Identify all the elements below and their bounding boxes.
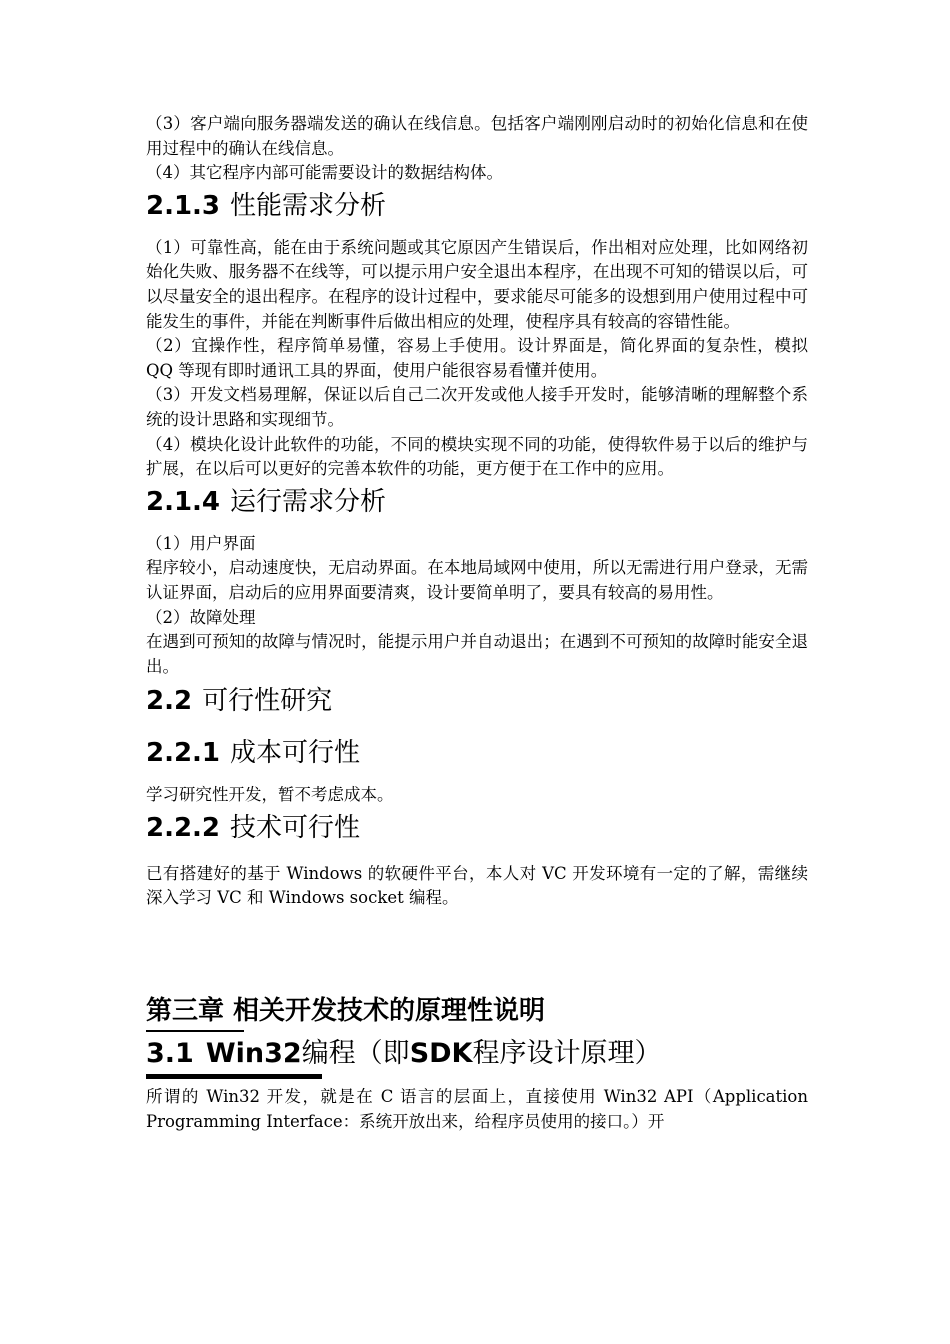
paragraph: （2）宜操作性，程序简单易懂，容易上手使用。设计界面是，简化界面的复杂性，模拟 QQ 等现有即时通讯工具的界面，使用户能很容易看懂并使用。 (146, 336, 808, 380)
section-heading-2-1-4 (146, 482, 808, 522)
paragraph: 在遇到可预知的故障与情况时，能提示用户并自动退出；在遇到不可预知的故障时能安全退出。 (146, 632, 808, 676)
paragraph: （1）用户界面 (146, 533, 256, 553)
paragraph: （3）开发文档易理解，保证以后自己二次开发或他人接手开发时，能够清晰的理解整个系统的设计思路和实现细节。 (146, 385, 808, 429)
section-heading-3-1 (146, 1034, 808, 1074)
section-number: 2.2.1 (146, 738, 221, 769)
paragraph: 学习研究性开发，暂不考虑成本。 (146, 785, 394, 805)
section-title: 成本可行性 (230, 738, 361, 769)
section-number: 2.2 (146, 686, 193, 717)
paragraph: （2）故障处理 (146, 607, 256, 627)
section-title-part: 程序设计原理） (472, 1038, 662, 1070)
section-number: 3.1 (146, 1038, 194, 1070)
paragraph: （3）客户端向服务器端发送的确认在线信息。包括客户端刚刚启动时的初始化信息和在使用过程中的确认在线信息。 (146, 114, 808, 158)
section-title: 技术可行性 (230, 812, 361, 843)
section-underline (146, 1074, 322, 1079)
section-heading-2-2-2 (146, 808, 808, 848)
paragraph: （1）可靠性高，能在由于系统问题或其它原因产生错误后，作出相对应处理，比如网络初始化失败、服务器不在线等，可以提示用户安全退出本程序，在出现不可知的错误以后，可以尽量安全的退出程序。在程序的设计过程中，要求能尽可能多的设想到用户使用过程中可能发生的事件，并能在判断事件后做出相应的处理，使程序具有较高的容错性能。 (146, 237, 808, 331)
section-term-win32: Win32 (205, 1038, 302, 1070)
paragraph: 程序较小，启动速度快，无启动界面。在本地局域网中使用，所以无需进行用户登录，无需认证界面，启动后的应用界面要清爽，设计要简单明了，要具有较高的易用性。 (146, 558, 808, 602)
section-number: 2.2.2 (146, 812, 221, 843)
chapter-underline (146, 1030, 244, 1032)
section-number: 2.1.3 (146, 190, 221, 221)
paragraph: 所谓的 Win32 开发，就是在 C 语言的层面上，直接使用 Win32 API（Application Programming Interface：系统开放出来，给程序员使用的接口。）开 (146, 1087, 808, 1131)
document-page (146, 112, 808, 1134)
section-title: 运行需求分析 (230, 486, 387, 517)
section-heading-2-2 (146, 681, 808, 721)
section-term-sdk: SDK (409, 1038, 473, 1070)
section-heading-2-1-3 (146, 186, 808, 226)
section-title-part: 编程（即 (301, 1038, 410, 1070)
section-title: 可行性研究 (202, 686, 333, 717)
paragraph: （4）模块化设计此软件的功能，不同的模块实现不同的功能，使得软件易于以后的维护与扩展，在以后可以更好的完善本软件的功能，更方便于在工作中的应用。 (146, 434, 808, 479)
paragraph: （4）其它程序内部可能需要设计的数据结构体。 (146, 163, 503, 183)
section-heading-2-2-1 (146, 733, 808, 773)
section-title: 性能需求分析 (230, 190, 387, 221)
chapter-title: 第三章 相关开发技术的原理性说明 (146, 996, 546, 1027)
section-number: 2.1.4 (146, 486, 221, 517)
paragraph: 已有搭建好的基于 Windows 的软硬件平台，本人对 VC 开发环境有一定的了解，需继续深入学习 VC 和 Windows socket 编程。 (146, 863, 808, 908)
chapter-heading (146, 993, 808, 1032)
